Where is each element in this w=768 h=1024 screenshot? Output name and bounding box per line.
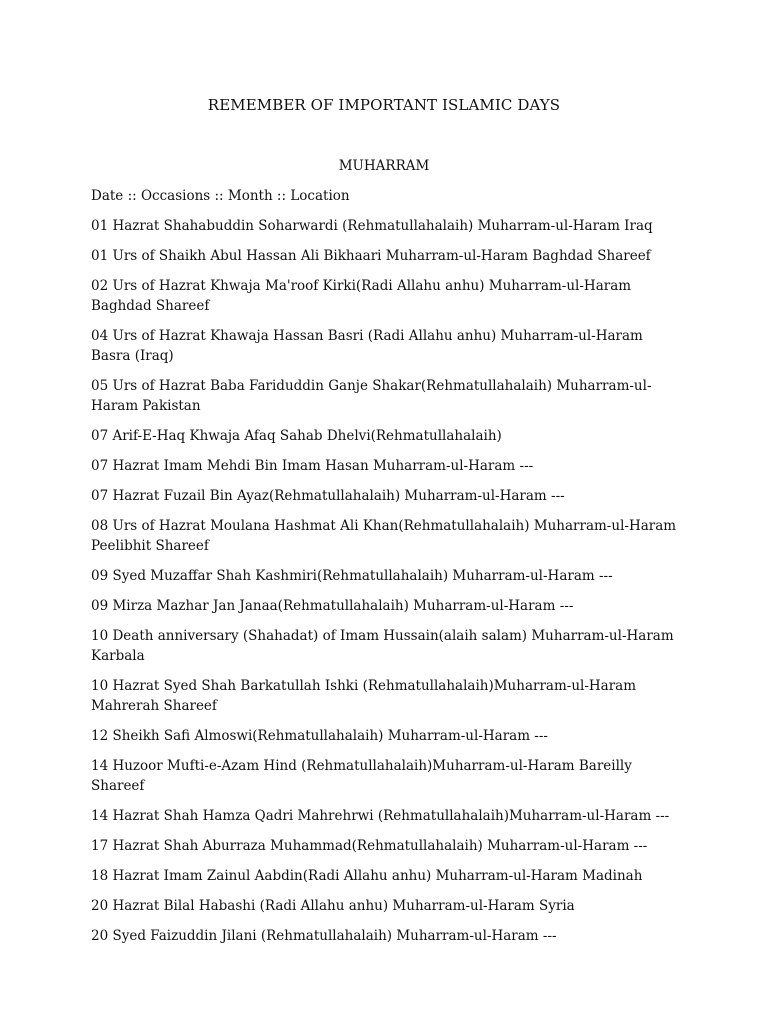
list-item: 20 Syed Faizuddin Jilani (Rehmatullahalaih) Muharram-ul-Haram --- bbox=[91, 928, 557, 944]
list-item: 04 Urs of Hazrat Khawaja Hassan Basri (Radi Allahu anhu) Muharram-ul-Haram Basra (Iraq) bbox=[91, 328, 643, 364]
section-heading-muharram: MUHARRAM bbox=[338, 158, 430, 174]
list-item: 07 Arif-E-Haq Khwaja Afaq Sahab Dhelvi(Rehmatullahalaih) bbox=[91, 428, 502, 444]
list-item: 08 Urs of Hazrat Moulana Hashmat Ali Khan(Rehmatullahalaih) Muharram-ul-Haram Peelibhit Shareef bbox=[91, 518, 677, 554]
list-item: 12 Sheikh Safi Almoswi(Rehmatullahalaih) Muharram-ul-Haram --- bbox=[91, 728, 548, 744]
list-item: 01 Urs of Shaikh Abul Hassan Ali Bikhaari Muharram-ul-Haram Baghdad Shareef bbox=[91, 248, 651, 264]
list-item: 18 Hazrat Imam Zainul Aabdin(Radi Allahu anhu) Muharram-ul-Haram Madinah bbox=[91, 868, 643, 884]
list-item: 07 Hazrat Imam Mehdi Bin Imam Hasan Muharram-ul-Haram --- bbox=[91, 458, 534, 474]
list-item: 01 Hazrat Shahabuddin Soharwardi (Rehmatullahalaih) Muharram-ul-Haram Iraq bbox=[91, 218, 653, 234]
list-item: 10 Death anniversary (Shahadat) of Imam Hussain(alaih salam) Muharram-ul-Haram Karbala bbox=[91, 628, 674, 664]
list-item: 02 Urs of Hazrat Khwaja Ma'roof Kirki(Radi Allahu anhu) Muharram-ul-Haram Baghdad Shareef bbox=[91, 278, 632, 314]
list-item: 20 Hazrat Bilal Habashi (Radi Allahu anhu) Muharram-ul-Haram Syria bbox=[91, 898, 575, 914]
list-item: 17 Hazrat Shah Aburraza Muhammad(Rehmatullahalaih) Muharram-ul-Haram --- bbox=[91, 838, 648, 854]
list-item: 10 Hazrat Syed Shah Barkatullah Ishki (Rehmatullahalaih)Muharram-ul-Haram Mahrerah Shareef bbox=[91, 678, 637, 714]
list-item: 09 Syed Muzaffar Shah Kashmiri(Rehmatullahalaih) Muharram-ul-Haram --- bbox=[91, 568, 613, 584]
list-item: 09 Mirza Mazhar Jan Janaa(Rehmatullahalaih) Muharram-ul-Haram --- bbox=[91, 598, 574, 614]
document-title: REMEMBER OF IMPORTANT ISLAMIC DAYS bbox=[207, 96, 561, 114]
list-item: 05 Urs of Hazrat Baba Fariduddin Ganje Shakar(Rehmatullahalaih) Muharram-ul-Haram Pakistan bbox=[91, 378, 652, 414]
column-legend: Date :: Occasions :: Month :: Location bbox=[91, 188, 350, 204]
list-item: 14 Hazrat Shah Hamza Qadri Mahrehrwi (Rehmatullahalaih)Muharram-ul-Haram --- bbox=[91, 808, 670, 824]
occasions-list bbox=[91, 216, 681, 956]
list-item: 14 Huzoor Mufti-e-Azam Hind (Rehmatullahalaih)Muharram-ul-Haram Bareilly Shareef bbox=[91, 758, 632, 794]
list-item: 07 Hazrat Fuzail Bin Ayaz(Rehmatullahalaih) Muharram-ul-Haram --- bbox=[91, 488, 565, 504]
